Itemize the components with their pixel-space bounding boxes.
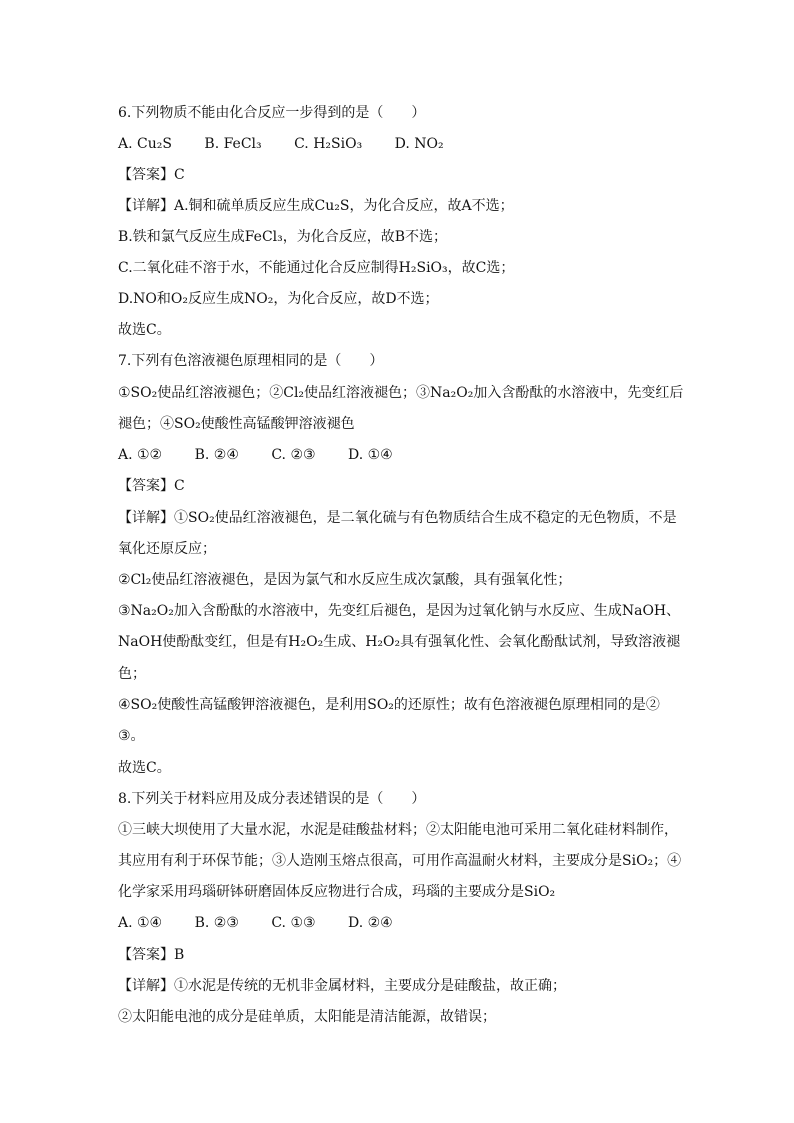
q6-detail-line: C.二氧化硅不溶于水，不能通过化合反应制得H₂SiO₃，故C选； (118, 260, 515, 276)
q6-option-c: C. H₂SiO₃ (294, 136, 363, 152)
q7-detail-line: 氧化还原反应； (118, 541, 216, 557)
q6-option-d: D. NO₂ (394, 136, 444, 152)
q8-detail-line: 【详解】①水泥是传统的无机非金属材料，主要成分是硅酸盐，故正确； (118, 978, 566, 994)
q8-options (118, 914, 393, 932)
q6-conclusion: 故选C。 (118, 322, 171, 338)
q6-detail-line: D.NO和O₂反应生成NO₂，为化合反应，故D不选； (118, 291, 439, 307)
q7-detail-line: ④SO₂使酸性高锰酸钾溶液褪色，是利用SO₂的还原性；故有色溶液褪色原理相同的是② (118, 697, 660, 713)
q6-options (118, 135, 444, 153)
q7-detail-line: ③Na₂O₂加入含酚酞的水溶液中，先变红后褪色，是因为过氧化钠与水反应、生成NaOH、 (118, 603, 681, 619)
q6-detail-line: 【详解】A.铜和硫单质反应生成Cu₂S，为化合反应，故A不选； (118, 198, 514, 214)
q7-option-b: B. ②④ (194, 447, 239, 463)
q6-option-a: A. Cu₂S (118, 136, 172, 152)
q7-answer: 【答案】C (118, 478, 185, 494)
q7-body-line: 褪色；④SO₂使酸性高锰酸钾溶液褪色 (118, 416, 355, 432)
q6-answer: 【答案】C (118, 167, 185, 183)
q8-option-a: A. ①④ (118, 915, 163, 931)
q8-body-line: 化学家采用玛瑙研钵研磨固体反应物进行合成，玛瑙的主要成分是SiO₂ (118, 884, 556, 900)
q7-detail-line: ②Cl₂使品红溶液褪色，是因为氯气和水反应生成次氯酸，具有强氧化性； (118, 572, 572, 588)
q7-options (118, 446, 393, 464)
q6-stem: 6.下列物质不能由化合反应一步得到的是（ ） (118, 105, 426, 121)
q7-option-d: D. ①④ (348, 447, 393, 463)
q6-detail-line: B.铁和氯气反应生成FeCl₃，为化合反应，故B不选； (118, 229, 448, 245)
q8-detail-line: ②太阳能电池的成分是硅单质，太阳能是清洁能源，故错误； (118, 1009, 496, 1025)
q7-conclusion: 故选C。 (118, 760, 171, 776)
q7-detail-line: ③。 (118, 728, 145, 744)
q7-detail-line: 色； (118, 666, 146, 682)
q7-stem: 7.下列有色溶液褪色原理相同的是（ ） (118, 353, 384, 369)
q7-body-line: ①SO₂使品红溶液褪色；②Cl₂使品红溶液褪色；③Na₂O₂加入含酚酞的水溶液中，先变红后 (118, 385, 684, 401)
q6-option-b: B. FeCl₃ (204, 136, 262, 152)
q7-option-c: C. ②③ (271, 447, 316, 463)
q8-answer: 【答案】B (118, 947, 185, 963)
q7-option-a: A. ①② (118, 447, 163, 463)
q7-detail-line: NaOH使酚酞变红，但是有H₂O₂生成、H₂O₂具有强氧化性、会氧化酚酞试剂，导致溶液褪 (118, 634, 681, 650)
q7-detail-line: 【详解】①SO₂使品红溶液褪色，是二氧化硫与有色物质结合生成不稳定的无色物质，不是 (118, 510, 677, 526)
q8-body-line: ①三峡大坝使用了大量水泥，水泥是硅酸盐材料；②太阳能电池可采用二氧化硅材料制作， (118, 822, 678, 838)
q8-option-c: C. ①③ (271, 915, 316, 931)
q8-option-b: B. ②③ (194, 915, 239, 931)
q8-body-line: 其应用有利于环保节能；③人造刚玉熔点很高，可用作高温耐火材料，主要成分是SiO₂；④ (118, 853, 682, 869)
q8-stem: 8.下列关于材料应用及成分表述错误的是（ ） (118, 791, 426, 807)
q8-option-d: D. ②④ (348, 915, 393, 931)
